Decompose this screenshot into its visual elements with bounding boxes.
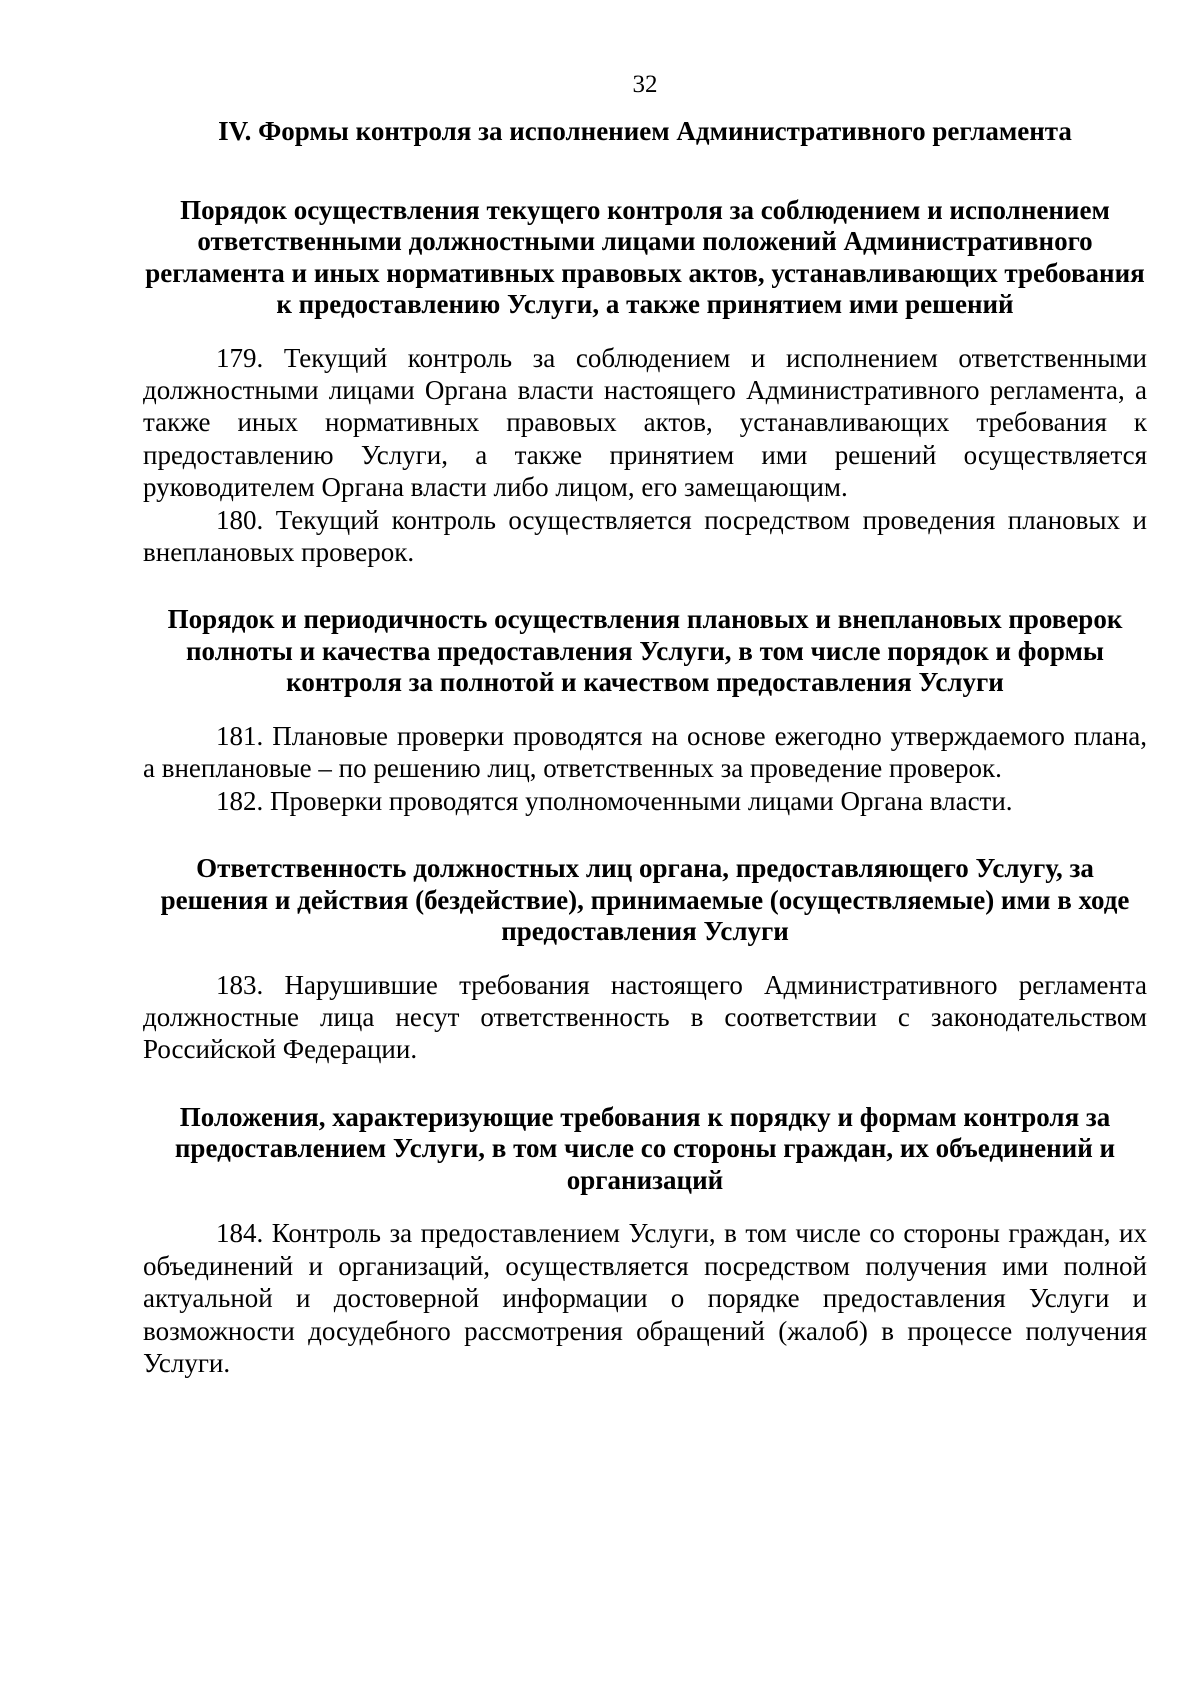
page-content [143,116,1147,1379]
paragraph-183: 183. Нарушившие требования настоящего Административного регламента должностные лица несут ответственность в соответствии с законодательством Российской Федерации. [143,969,1147,1065]
section-current-control [143,195,1147,569]
section-heading: Порядок и периодичность осуществления плановых и внеплановых проверок полноты и качества предоставления Услуги, в том числе порядок и формы контроля за полнотой и качеством предоставления Услуги [167,604,1123,698]
chapter-title: IV. Формы контроля за исполнением Административного регламента [218,116,1072,146]
section-heading: Положения, характеризующие требования к порядку и формам контроля за предоставлением Услуги, в том числе со стороны граждан, их объединений и организаций [174,1101,1116,1195]
paragraph-180: 180. Текущий контроль осуществляется посредством проведения плановых и внеплановых проверок. [143,504,1147,567]
paragraph-184: 184. Контроль за предоставлением Услуги, в том числе со стороны граждан, их объединений и организаций, осуществляется посредством получения ими полной актуальной и достоверной информации о порядке предоставления Услуги и возможности досудебного рассмотрения обращений (жалоб) в процессе получения Услуги. [143,1218,1147,1378]
paragraph-182: 182. Проверки проводятся уполномоченными лицами Органа власти. [216,785,1013,816]
section-responsibility [143,853,1147,1066]
paragraph-179: 179. Текущий контроль за соблюдением и исполнением ответственными должностными лицами Органа власти настоящего Административного регламента, а также иных нормативных правовых актов, устанавливающих требования к предоставлению Услуги, а также принятием ими решений осуществляется руководителем Органа власти либо лицом, его замещающим. [143,342,1147,503]
page-number: 32 [632,71,658,98]
section-heading: Ответственность должностных лиц органа, предоставляющего Услугу, за решения и действия (бездействие), принимаемые (осуществляемые) ими в ходе предоставления Услуги [160,853,1130,947]
section-public-control [143,1102,1147,1380]
paragraph-181: 181. Плановые проверки проводятся на основе ежегодно утверждаемого плана, а внеплановые – по решению лиц, ответственных за проведение проверок. [143,720,1147,784]
section-inspections [143,604,1147,817]
section-heading: Порядок осуществления текущего контроля за соблюдением и исполнением ответственными должностными лицами положений Административного регламента и иных нормативных правовых актов, устанавливающих требования к предоставлению Услуги, а также принятием ими решений [145,194,1145,319]
